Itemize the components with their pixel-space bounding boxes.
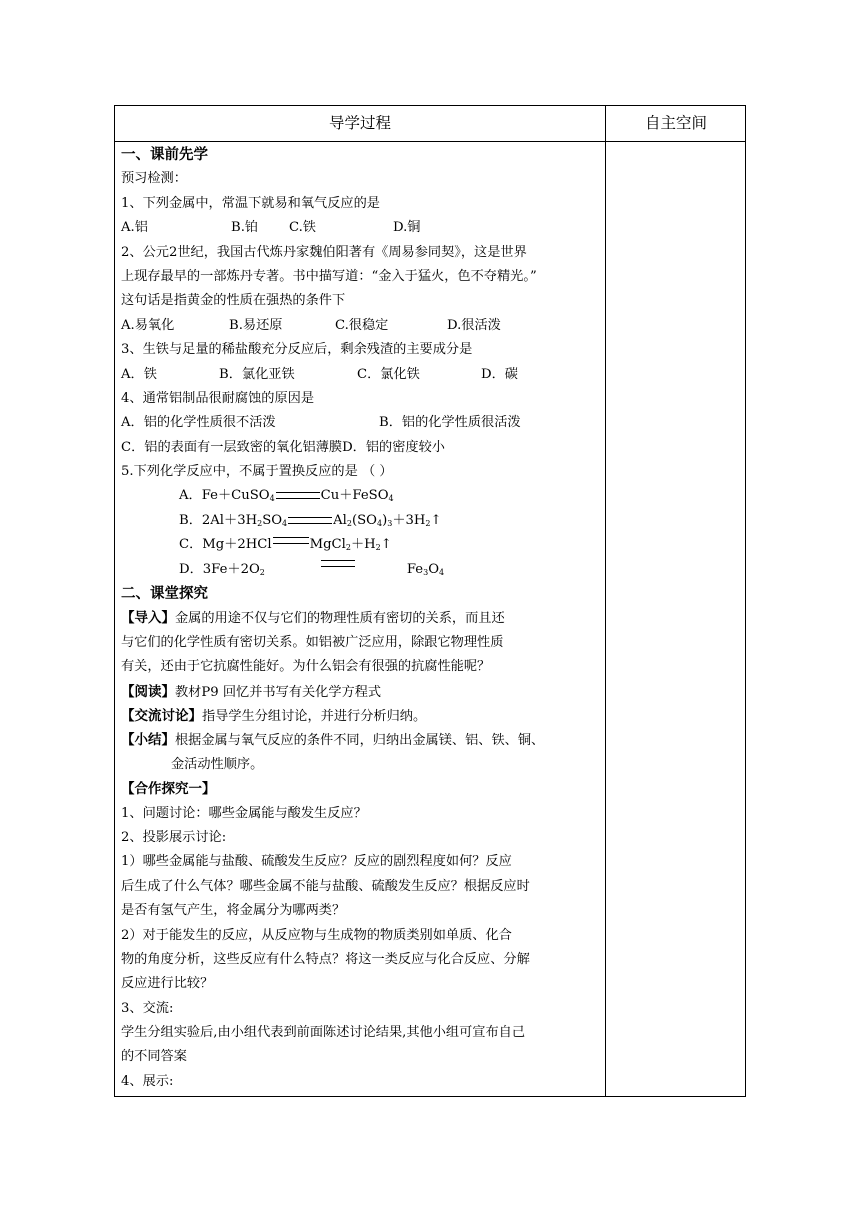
point-1-line-2: 后生成了什么气体？哪些金属不能与盐酸、硫酸发生反应？根据反应时 (121, 878, 530, 894)
column-divider (605, 106, 606, 1096)
coop-item-1: 1、问题讨论：哪些金属能与酸发生反应？ (121, 805, 367, 821)
q4-option-d: D．铝的密度较小 (342, 439, 445, 455)
q1-option-d: D.铜 (393, 220, 421, 236)
q3-stem: 3、生铁与足量的稀盐酸充分反应后，剩余残渣的主要成分是 (121, 342, 473, 358)
q1-option-b: B.铂 (231, 220, 259, 236)
section-2-title: 二、课堂探究 (121, 586, 208, 603)
q5-option-b: B．$2Al+3H_2SO_4$ $Al_2(SO_4)_3+3H_2↑$ (179, 512, 442, 528)
point-2-line-2: 物的角度分析，这些反应有什么特点？将这一类反应与化合反应、分解 (121, 951, 530, 967)
intro-line-3: 有关，还由于它抗腐性能好。为什么铝会有很强的抗腐性能呢？ (121, 659, 491, 675)
header-self-space: 自主空间 (644, 114, 707, 132)
point-2-line-1: 2）对于能发生的反应，从反应物与生成物的物质类别如单质、化合 (121, 927, 512, 943)
equals-sign (273, 537, 309, 544)
q2-option-b: B.易还原 (229, 317, 283, 333)
q2-options (121, 314, 603, 338)
q2-line-2: 上现存最早的一部炼丹专著。书中描写道：“金入于猛火，色不夺精光。” (121, 268, 537, 284)
discuss-line: 【交流讨论】指导学生分组讨论，并进行分析归纳。 (121, 707, 427, 724)
q4-options-cd (121, 436, 603, 460)
q1-stem: 1、下列金属中，常温下就易和氧气反应的是 (121, 195, 380, 211)
gas-arrow-icon: ↑ (380, 537, 392, 553)
equals-sign (321, 560, 355, 567)
coop-item-3: 3、交流: (121, 1000, 174, 1016)
gas-arrow-icon: ↑ (430, 512, 442, 528)
exchange-line-2: 的不同答案 (121, 1049, 187, 1065)
q5-option-d: D．$3Fe+2O_2$ $Fe_3O_4$ (179, 561, 445, 577)
q1-option-c: C.铁 (289, 220, 316, 236)
q2-option-a: A.易氧化 (121, 317, 175, 333)
header-guide-process: 导学过程 (328, 114, 391, 132)
q3-option-a: A．铁 (121, 366, 157, 382)
q3-option-b: B．氯化亚铁 (219, 366, 295, 382)
pretest-label: 预习检测： (121, 171, 187, 187)
q2-option-c: C.很稳定 (335, 317, 389, 333)
section-1-title: 一、课前先学 (121, 147, 208, 163)
q4-option-c: C．铝的表面有一层致密的氧化铝薄膜 (121, 439, 343, 455)
q5-option-c: C．Mg＋2HCl $MgCl_2+H_2↑$ (179, 537, 392, 553)
q4-options-ab (121, 411, 603, 435)
equals-sign (276, 492, 320, 499)
q4-option-a: A．铝的化学性质很不活泼 (121, 415, 276, 431)
q2-line-3: 这句话是指黄金的性质在强热的条件下 (121, 293, 346, 309)
equals-sign (288, 517, 332, 524)
read-line: 【阅读】教材P9 回忆并书写有关化学方程式 (121, 683, 382, 700)
q1-options (121, 216, 603, 240)
coop-item-4: 4、展示: (121, 1073, 174, 1089)
q3-options (121, 363, 603, 387)
intro-line-2: 与它们的化学性质有密切关系。如铝被广泛应用，除跟它物理性质 (121, 634, 504, 650)
q2-option-d: D.很活泼 (447, 317, 501, 333)
point-2-line-3: 反应进行比较？ (121, 976, 214, 992)
q3-option-c: C．氯化铁 (357, 366, 420, 382)
summary-line-2: 金活动性顺序。 (171, 756, 264, 772)
q3-option-d: D．碳 (481, 366, 518, 382)
coop-item-2: 2、投影展示讨论: (121, 829, 227, 845)
exchange-line-1: 学生分组实验后,由小组代表到前面陈述讨论结果,其他小组可宣布自己 (121, 1025, 526, 1041)
point-1-line-3: 是否有氢气产生，将金属分为哪两类？ (121, 903, 346, 919)
summary-line-1: 【小结】根据金属与氧气反应的条件不同，归纳出金属镁、铝、铁、铜、 (121, 732, 545, 749)
coop-title: 【合作探究一】 (121, 781, 216, 798)
q4-option-b: B．铝的化学性质很活泼 (379, 415, 521, 431)
q4-stem: 4、通常铝制品很耐腐蚀的原因是 (121, 390, 315, 406)
guide-content (121, 143, 603, 1094)
q5-option-a: A．Fe＋CuSO$_4$ Cu＋FeSO$_4$ (179, 488, 394, 504)
q1-option-a: A.铝 (121, 220, 148, 236)
header-divider (115, 141, 745, 142)
guide-table (114, 105, 746, 1097)
intro-line-1: 【导入】金属的用途不仅与它们的物理性质有密切的关系，而且还 (121, 610, 505, 627)
point-1-line-1: 1）哪些金属能与盐酸、硫酸发生反应？反应的剧烈程度如何？反应 (121, 854, 512, 870)
q2-line-1: 2、公元2世纪，我国古代炼丹家魏伯阳著有《周易参同契》，这是世界 (121, 244, 527, 260)
q5-stem: 5.下列化学反应中，不属于置换反应的是 （ ） (121, 464, 393, 480)
